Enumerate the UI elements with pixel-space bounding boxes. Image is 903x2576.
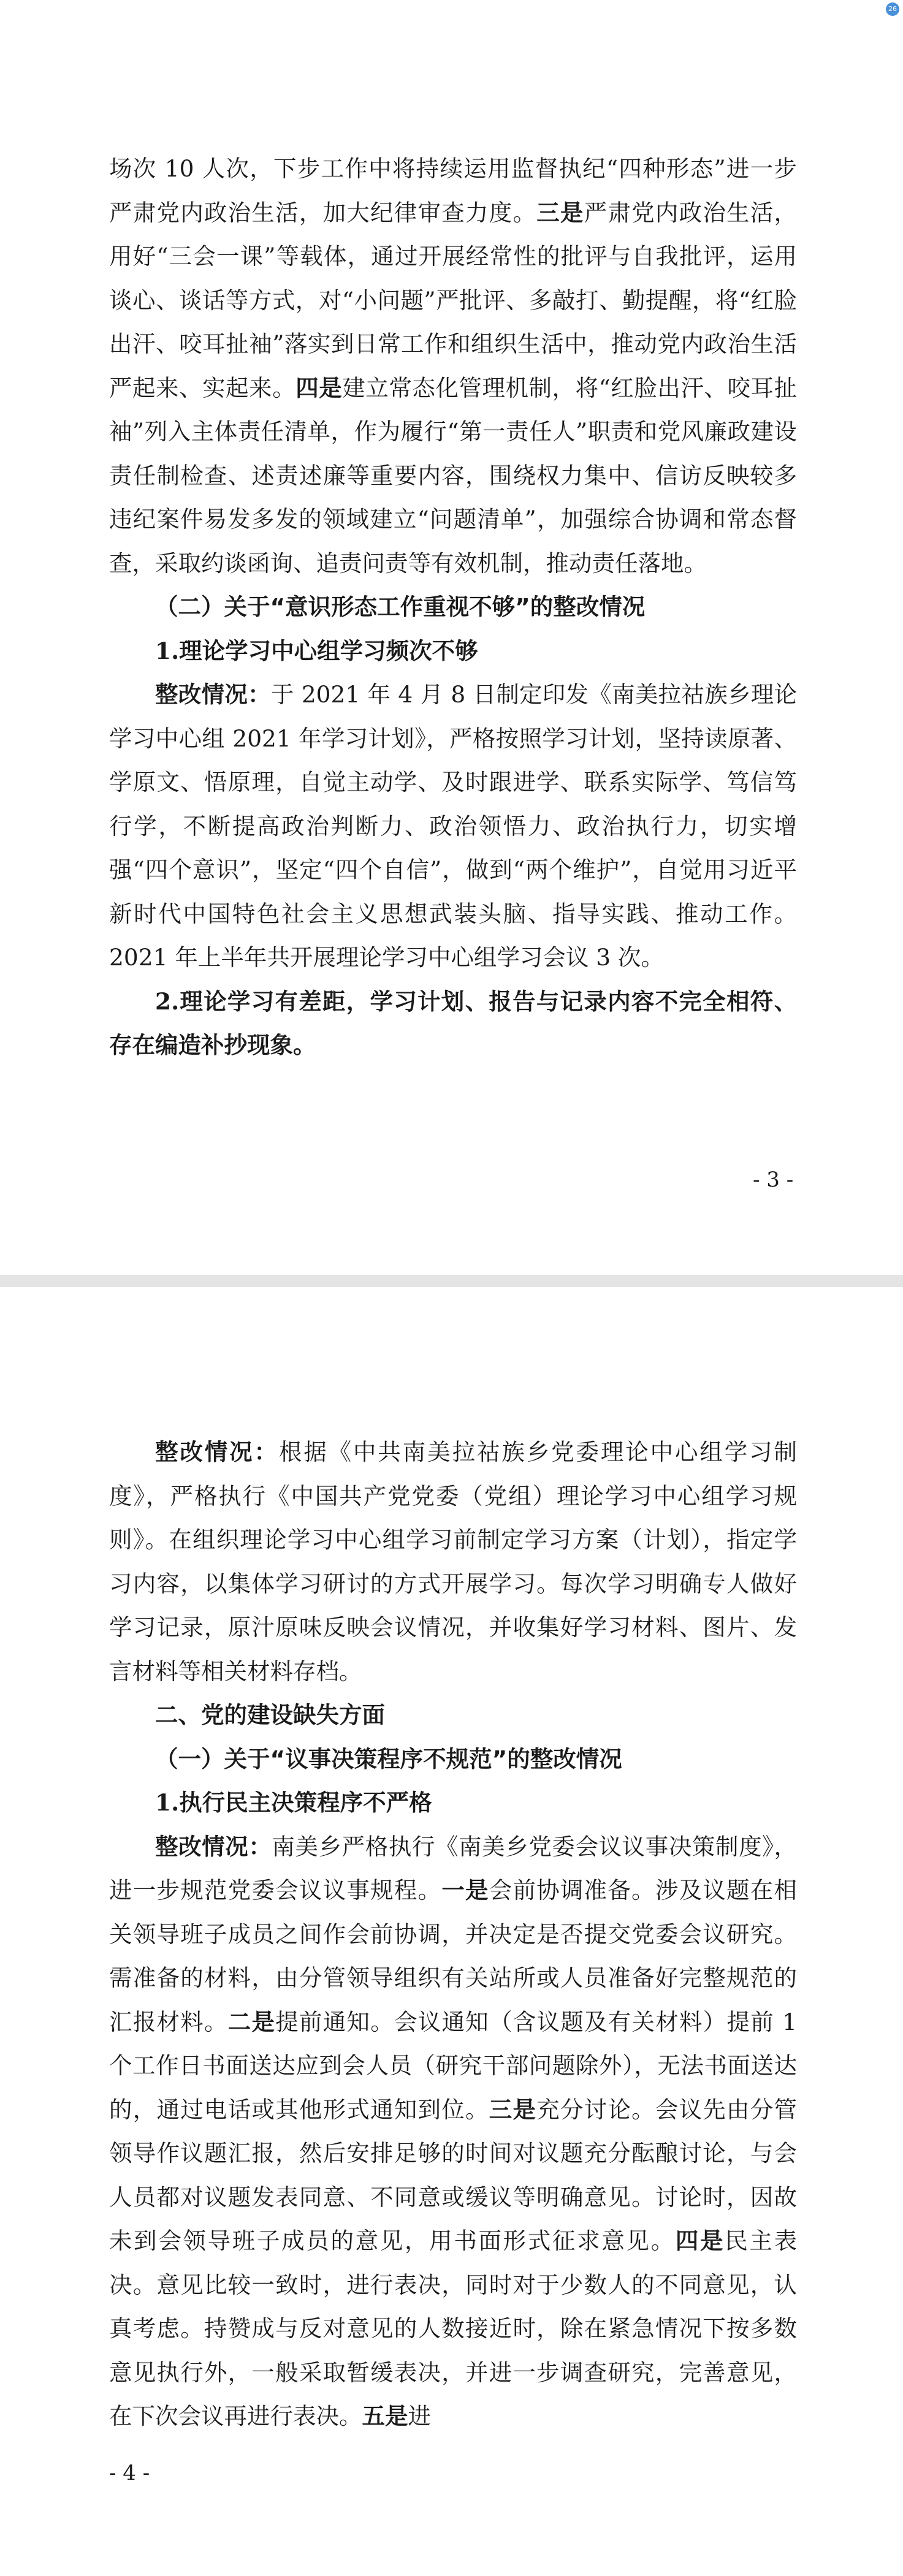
subsection-heading: （一）关于“议事决策程序不规范”的整改情况	[155, 1745, 622, 1772]
page-4-body	[109, 1430, 797, 2439]
paragraph: 整改情况：于 2021 年 4 月 8 日制定印发《南美拉祜族乡理论学习中心组 2021 年学习计划》，严格按照学习计划，坚持读原著、学原文、悟原理，自觉主动学、及时跟进学、联系实际学、笃信笃行学，不断提高政治判断力、政治领悟力、政治执行力，切实增强“四个意识”，坚定“四个自信”，做到“两个维护”，自觉用习近平新时代中国特色社会主义思想武装头脑、指导实践、推动工作。2021 年上半年共开展理论学习中心组学习会议 3 次。	[109, 681, 798, 971]
document-page-4	[0, 1287, 903, 2576]
section-heading: 二、党的建设缺失方面	[155, 1701, 385, 1728]
item-heading: 1.理论学习中心组学习频次不够	[155, 637, 478, 664]
document-page-3	[0, 0, 903, 1275]
item-heading: 2.理论学习有差距，学习计划、报告与记录内容不完全相符、存在编造补抄现象。	[109, 987, 797, 1058]
corner-badge[interactable]: 26	[886, 2, 899, 16]
paragraph: 场次 10 人次，下步工作中将持续运用监督执纪“四种形态”进一步严肃党内政治生活，加大纪律审查力度。三是严肃党内政治生活，用好“三会一课”等载体，通过开展经常性的批评与自我批评，运用谈心、谈话等方式，对“小问题”严批评、多敲打、勤提醒，将“红脸出汗、咬耳扯袖”落实到日常工作和组织生活中，推动党内政治生活严起来、实起来。四是建立常态化管理机制，将“红脸出汗、咬耳扯袖”列入主体责任清单，作为履行“第一责任人”职责和党风廉政建设责任制检查、述责述廉等重要内容，围绕权力集中、信访反映较多违纪案件易发多发的领域建立“问题清单”，加强综合协调和常态督查，采取约谈函询、追责问责等有效机制，推动责任落地。	[109, 155, 798, 577]
page-separator	[0, 1275, 903, 1287]
paragraph: 整改情况：南美乡严格执行《南美乡党委会议议事决策制度》，进一步规范党委会议议事规程。一是会前协调准备。涉及议题在相关领导班子成员之间作会前协调，并决定是否提交党委会议研究。需准备的材料，由分管领导组织有关站所或人员准备好完整规范的汇报材料。二是提前通知。会议通知（含议题及有关材料）提前 1 个工作日书面送达应到会人员（研究干部问题除外），无法书面送达的，通过电话或其他形式通知到位。三是充分讨论。会议先由分管领导作议题汇报，然后安排足够的时间对议题充分酝酿讨论，与会人员都对议题发表同意、不同意或缓议等明确意见。讨论时，因故未到会领导班子成员的意见，用书面形式征求意见。四是民主表决。意见比较一致时，进行表决，同时对于少数人的不同意见，认真考虑。持赞成与反对意见的人数接近时，除在紧急情况下按多数意见执行外，一般采取暂缓表决，并进一步调查研究，完善意见，在下次会议再进行表决。五是进	[109, 1833, 798, 2430]
page-number: - 4 -	[109, 2461, 150, 2485]
page-number: - 3 -	[753, 1168, 794, 1192]
section-heading: （二）关于“意识形态工作重视不够”的整改情况	[155, 593, 646, 620]
page-3-body	[109, 147, 797, 1068]
paragraph: 整改情况：根据《中共南美拉祜族乡党委理论中心组学习制度》，严格执行《中国共产党党委（党组）理论学习中心组学习规则》。在组织理论学习中心组学习前制定学习方案（计划），指定学习内容，以集体学习研讨的方式开展学习。每次学习明确专人做好学习记录，原汁原味反映会议情况，并收集好学习材料、图片、发言材料等相关材料存档。	[109, 1438, 798, 1685]
item-heading: 1.执行民主决策程序不严格	[155, 1789, 432, 1816]
